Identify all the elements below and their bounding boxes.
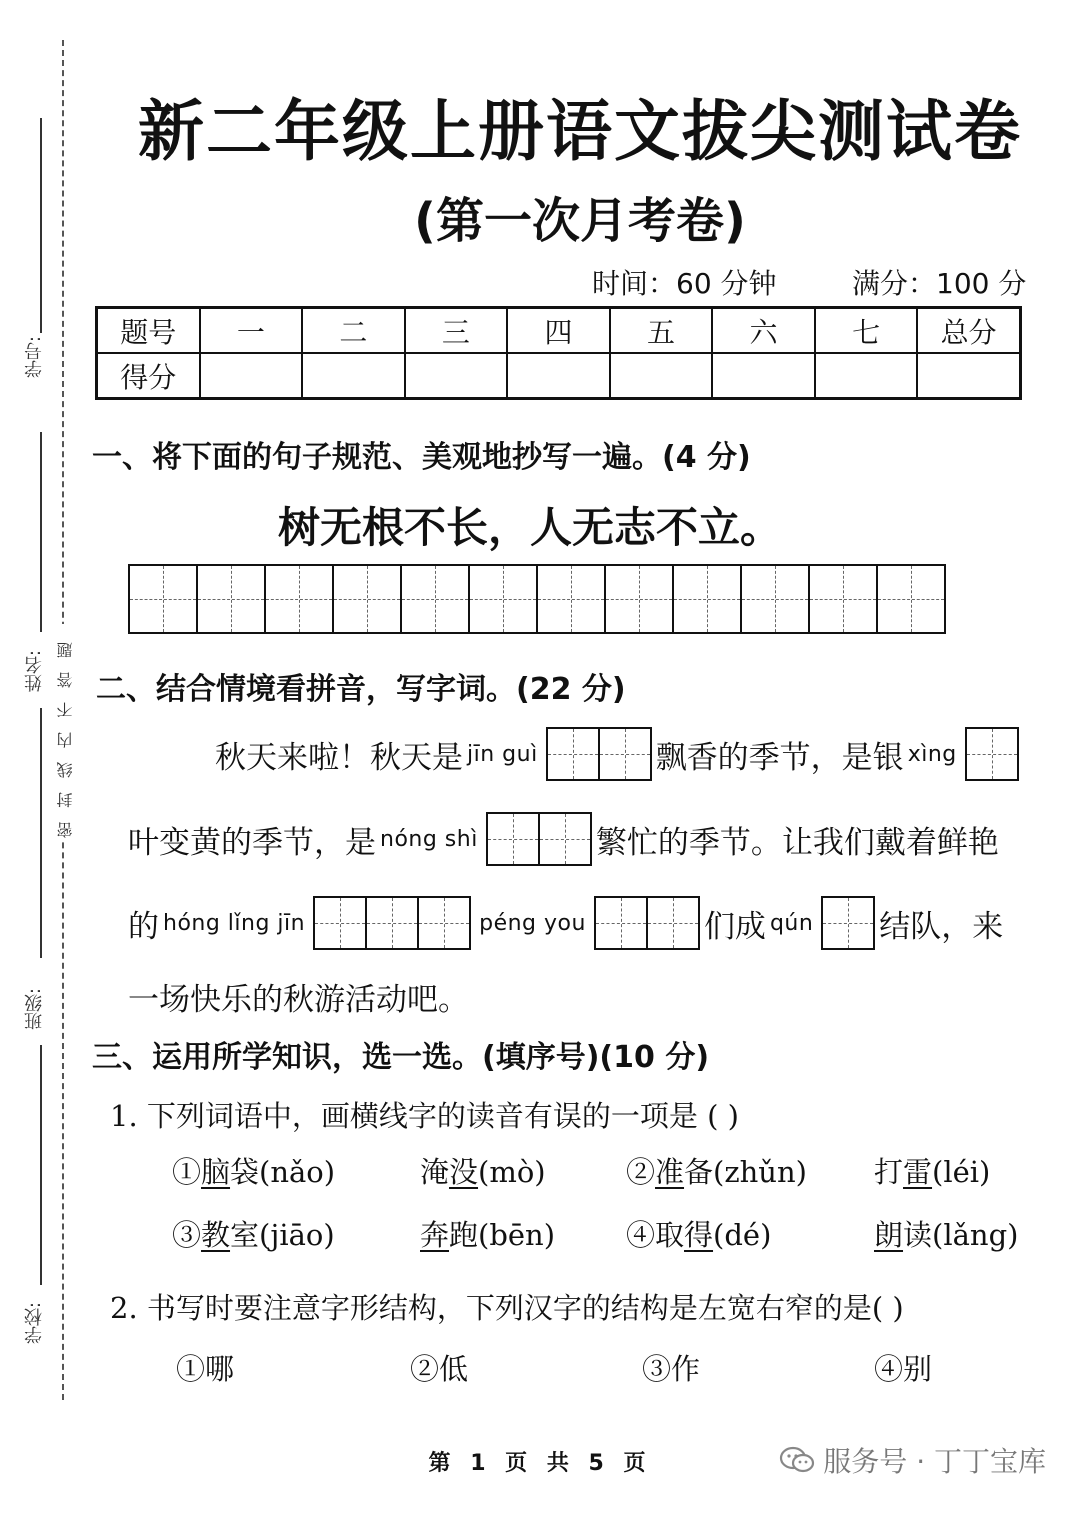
pinyin-line-1 [215, 727, 1023, 781]
option-4b[interactable]: 朗读(lǎng) [874, 1218, 1019, 1252]
score-header-cell: 四 [507, 308, 610, 354]
answer-box[interactable] [486, 812, 592, 866]
passage-text: 们成 [703, 908, 766, 945]
option-1a[interactable]: ①脑袋(nǎo) [172, 1155, 336, 1189]
class-label: 班级: [24, 988, 45, 1031]
score-header-row [97, 308, 1021, 354]
score-input-cell[interactable] [302, 353, 405, 399]
binding-line [40, 432, 42, 632]
section-3-title: 三、运用所学知识，选一选。(填序号)(10 分) [92, 1040, 710, 1075]
answer-box[interactable] [546, 727, 652, 781]
passage-text: 结队，来 [879, 908, 1004, 945]
motto-sentence: 树无根不长，人无志不立。 [277, 503, 782, 552]
pinyin-prompt: xìng [907, 741, 957, 767]
q2-option[interactable]: ①哪 [176, 1352, 235, 1386]
option-1b[interactable]: 淹没(mò) [420, 1155, 546, 1189]
score-input-cell[interactable] [815, 353, 918, 399]
passage-text: 飘香的季节，是银 [655, 739, 904, 776]
option-3b[interactable]: 奔跑(bēn) [420, 1218, 556, 1252]
passage-text: 的 [128, 908, 159, 945]
score-input-cell[interactable] [712, 353, 815, 399]
full-score: 满分：100 分 [852, 267, 1027, 300]
writing-cell[interactable] [674, 566, 742, 632]
student-no-label: 学号: [24, 336, 45, 379]
pinyin-prompt: qún [769, 910, 814, 936]
answer-box[interactable] [594, 896, 700, 950]
q2-option[interactable]: ③作 [642, 1352, 701, 1386]
question-2: 2. 书写时要注意字形结构，下列汉字的结构是左宽右窄的是( ) [110, 1291, 904, 1325]
score-input-cell[interactable] [507, 353, 610, 399]
page-title: 新二年级上册语文拔尖测试卷 [138, 93, 1022, 170]
page-subtitle: (第一次月考卷) [414, 193, 746, 249]
pinyin-line-3 [128, 896, 1003, 950]
score-header-cell: 七 [815, 308, 918, 354]
question-1: 1. 下列词语中，画横线字的读音有误的一项是 ( ) [110, 1099, 739, 1133]
score-input-cell[interactable] [917, 353, 1020, 399]
score-header-cell: 总分 [917, 308, 1020, 354]
page-number: 第 1 页 共 5 页 [428, 1451, 652, 1476]
passage-text: 繁忙的季节。让我们戴着鲜艳 [595, 824, 999, 861]
passage-text: 秋天来啦！秋天是 [215, 739, 463, 776]
pinyin-prompt: nóng shì [380, 826, 478, 852]
writing-cell[interactable] [538, 566, 606, 632]
binding-line [40, 708, 42, 958]
score-value-row [97, 353, 1021, 399]
name-label: 姓名: [24, 650, 45, 693]
score-header-cell: 三 [405, 308, 508, 354]
answer-box[interactable] [821, 896, 875, 950]
score-header-cell: 六 [712, 308, 815, 354]
seal-text: 密封线内不答题 [54, 624, 74, 842]
writing-cell[interactable] [130, 566, 198, 632]
writing-cell[interactable] [810, 566, 878, 632]
pinyin-line-2 [128, 812, 999, 866]
score-header-cell: 一 [200, 308, 303, 354]
answer-box[interactable] [965, 727, 1019, 781]
section-2-title: 二、结合情境看拼音，写字词。(22 分) [96, 672, 626, 707]
q2-option[interactable]: ②低 [410, 1352, 469, 1386]
wechat-icon [779, 1446, 815, 1474]
watermark [779, 1440, 1046, 1480]
option-2a[interactable]: ②准备(zhǔn) [626, 1155, 807, 1189]
section-1-title: 一、将下面的句子规范、美观地抄写一遍。(4 分) [92, 440, 751, 475]
binding-line [40, 118, 42, 333]
score-header-cell: 二 [302, 308, 405, 354]
pinyin-prompt: jīn guì [467, 741, 538, 767]
school-label: 学校: [24, 1302, 45, 1345]
writing-cell[interactable] [606, 566, 674, 632]
writing-cell[interactable] [198, 566, 266, 632]
option-4a[interactable]: ④取得(dé) [626, 1218, 772, 1252]
watermark-text: 服务号 · 丁丁宝库 [823, 1445, 1046, 1478]
score-input-cell[interactable] [200, 353, 303, 399]
time-limit: 时间：60 分钟 [592, 267, 777, 300]
q2-option[interactable]: ④别 [874, 1352, 933, 1386]
pinyin-prompt: hóng lǐng jīn [163, 910, 306, 936]
copy-writing-grid[interactable] [128, 564, 946, 634]
pinyin-line-4 [128, 974, 469, 1019]
pinyin-prompt: péng you [479, 910, 586, 936]
writing-cell[interactable] [470, 566, 538, 632]
option-2b[interactable]: 打雷(léi) [874, 1155, 991, 1189]
score-input-cell[interactable] [405, 353, 508, 399]
passage-text: 叶变黄的季节，是 [128, 824, 376, 861]
writing-cell[interactable] [742, 566, 810, 632]
passage-text: 一场快乐的秋游活动吧。 [128, 982, 469, 1018]
score-header-cell: 题号 [97, 308, 200, 354]
score-table [95, 306, 1022, 400]
writing-cell[interactable] [402, 566, 470, 632]
score-input-cell[interactable] [610, 353, 713, 399]
score-row-label: 得分 [97, 353, 200, 399]
writing-cell[interactable] [878, 566, 944, 632]
writing-cell[interactable] [266, 566, 334, 632]
writing-cell[interactable] [334, 566, 402, 632]
option-3a[interactable]: ③教室(jiāo) [172, 1218, 335, 1252]
score-header-cell: 五 [610, 308, 713, 354]
binding-line [40, 1045, 42, 1285]
answer-box[interactable] [313, 896, 471, 950]
